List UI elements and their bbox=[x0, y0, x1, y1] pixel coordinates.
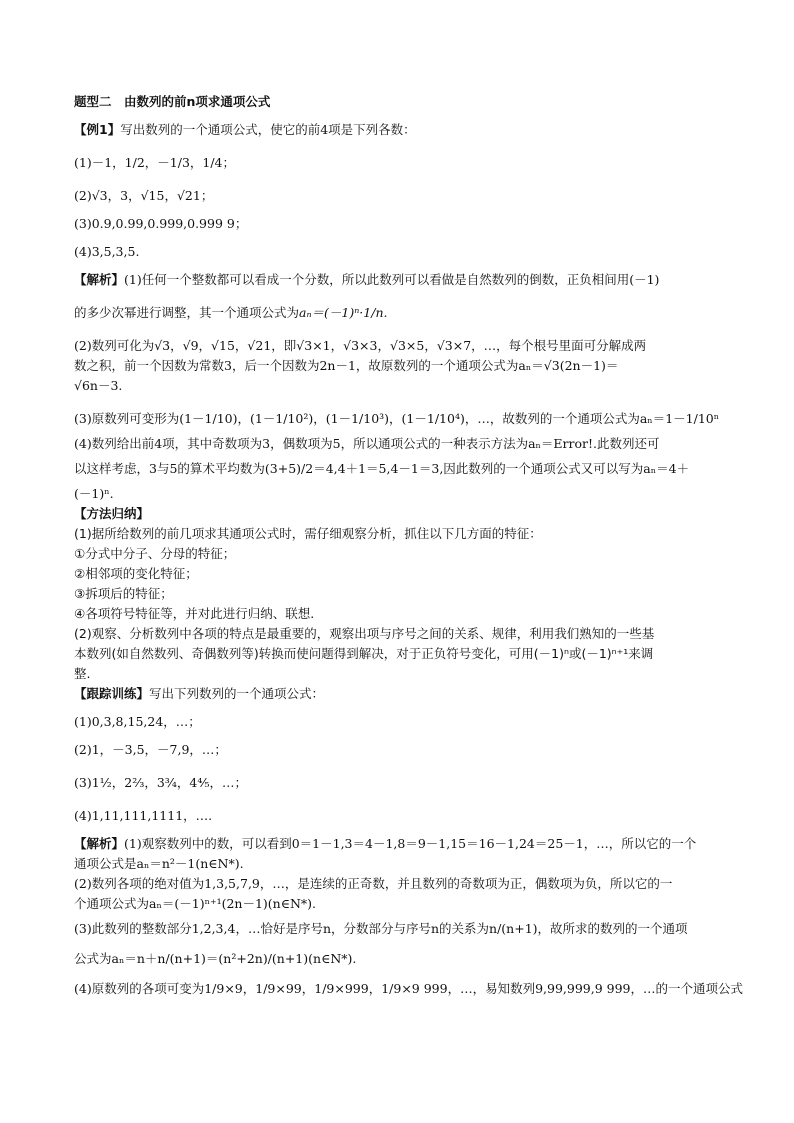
method-point-1: ①分式中分子、分母的特征； bbox=[74, 546, 236, 561]
example-1-heading bbox=[74, 120, 724, 140]
section-title: 题型二 由数列的前n项求通项公式 bbox=[74, 94, 271, 109]
method-title: 【方法归纳】 bbox=[74, 506, 150, 521]
solution-2-p3-line2: 公式为aₙ＝n＋n/(n+1)＝(n²+2n)/(n+1)(n∈N*). bbox=[74, 951, 357, 966]
solution-2-p1-line1: 【解析】(1)观察数列中的数，可以看到0＝1－1,3＝4－1,8＝9－1,15＝16－1,24＝25－1，…，所以它的一个 bbox=[74, 836, 697, 851]
practice-heading bbox=[74, 684, 724, 704]
solution-1-p4-line3: (－1)ⁿ. bbox=[74, 486, 114, 501]
solution-2-p4-line1: (4)原数列的各项可变为1/9×9，1/9×99，1/9×999，1/9×9 999，…，易知数列9,99,999,9 999，…的一个通项公式 bbox=[74, 981, 743, 996]
solution-1-p2-line1: (2)数列可化为√3，√9，√15，√21，即√3×1，√3×3，√3×5，√3×7，…，每个根号里面可分解成两 bbox=[74, 338, 647, 353]
method-intro: (1)据所给数列的前几项求其通项公式时，需仔细观察分析，抓住以下几方面的特征： bbox=[74, 526, 542, 541]
solution-2-p1-line2: 通项公式是aₙ＝n²－1(n∈N*). bbox=[74, 856, 244, 871]
example-1-prompt: 写出数列的一个通项公式，使它的前4项是下列各数： bbox=[120, 122, 416, 137]
practice-item-3: (3)1½，2⅔，3¾，4⅘，…； bbox=[74, 775, 247, 790]
method-point-2: ②相邻项的变化特征； bbox=[74, 566, 198, 581]
method-note-line2: 本数列(如自然数列、奇偶数列等)转换而使问题得到解决，对于正负符号变化，可用(－1)ⁿ或(－1)ⁿ⁺¹来调 bbox=[74, 646, 654, 661]
solution-1-p3-line1: (3)原数列可变形为(1－1/10)，(1－1/10²)，(1－1/10³)，(1－1/10⁴)，…，故数列的一个通项公式为aₙ＝1－1/10ⁿ bbox=[74, 411, 720, 426]
example-1-item-4: (4)3,5,3,5. bbox=[74, 244, 140, 259]
solution-1-p1-line2: 的多少次幂进行调整，其一个通项公式为aₙ＝(－1)ⁿ·1/n. bbox=[74, 305, 388, 320]
practice-prompt: 写出下列数列的一个通项公式： bbox=[149, 686, 325, 701]
solution-2-p3-line1: (3)此数列的整数部分1,2,3,4，…恰好是序号n，分数部分与序号n的关系为n/(n+1)，故所求的数列的一个通项 bbox=[74, 921, 688, 936]
formula-a-n: aₙ＝(－1)ⁿ·1/n. bbox=[299, 305, 388, 320]
solution-1-p4-line2: 以这样考虑，3与5的算术平均数为(3+5)/2＝4,4＋1＝5,4－1＝3,因此数列的一个通项公式又可以写为aₙ＝4＋ bbox=[74, 461, 690, 476]
solution-1-p4-line1: (4)数列给出前4项，其中奇数项为3，偶数项为5，所以通项公式的一种表示方法为aₙ＝Error!.此数列还可 bbox=[74, 436, 660, 451]
practice-item-2: (2)1，－3,5，－7,9，…； bbox=[74, 742, 227, 757]
solution-2-tag: 【解析】 bbox=[74, 836, 125, 851]
method-point-3: ③拆项后的特征； bbox=[74, 586, 173, 601]
solution-2-p2-line1: (2)数列各项的绝对值为1,3,5,7,9，…，是连续的正奇数，并且数列的奇数项为正，偶数项为负，所以它的一 bbox=[74, 876, 673, 891]
solution-1-tag: 【解析】 bbox=[74, 272, 125, 287]
example-1-item-1: (1)－1，1/2，－1/3，1/4； bbox=[74, 155, 236, 170]
method-point-4: ④各项符号特征等，并对此进行归纳、联想. bbox=[74, 606, 315, 621]
solution-1-p1-line1: 【解析】(1)任何一个整数都可以看成一个分数，所以此数列可以看做是自然数列的倒数，正负相间用(－1) bbox=[74, 272, 660, 287]
document-content bbox=[74, 92, 743, 1004]
practice-item-4: (4)1,11,111,1111，…. bbox=[74, 808, 213, 823]
example-1-item-2: (2)√3，3，√15，√21； bbox=[74, 188, 214, 203]
solution-1-p2-line3: √6n－3. bbox=[74, 378, 123, 393]
example-1-item-3: (3)0.9,0.99,0.999,0.999 9； bbox=[74, 216, 248, 231]
method-note-line1: (2)观察、分析数列中各项的特点是最重要的，观察出项与序号之间的关系、规律，利用我们熟知的一些基 bbox=[74, 626, 655, 641]
method-note-line3: 整. bbox=[74, 666, 91, 681]
solution-1-p2-line2: 数之积，前一个因数为常数3，后一个因数为2n－1，故原数列的一个通项公式为aₙ＝√3(2n－1)＝ bbox=[74, 358, 619, 373]
practice-tag: 【跟踪训练】 bbox=[74, 686, 150, 701]
solution-2-p2-line2: 个通项公式为aₙ＝(－1)ⁿ⁺¹(2n－1)(n∈N*). bbox=[74, 896, 317, 911]
example-1-tag: 【例1】 bbox=[74, 122, 121, 137]
practice-item-1: (1)0,3,8,15,24，…； bbox=[74, 714, 201, 729]
